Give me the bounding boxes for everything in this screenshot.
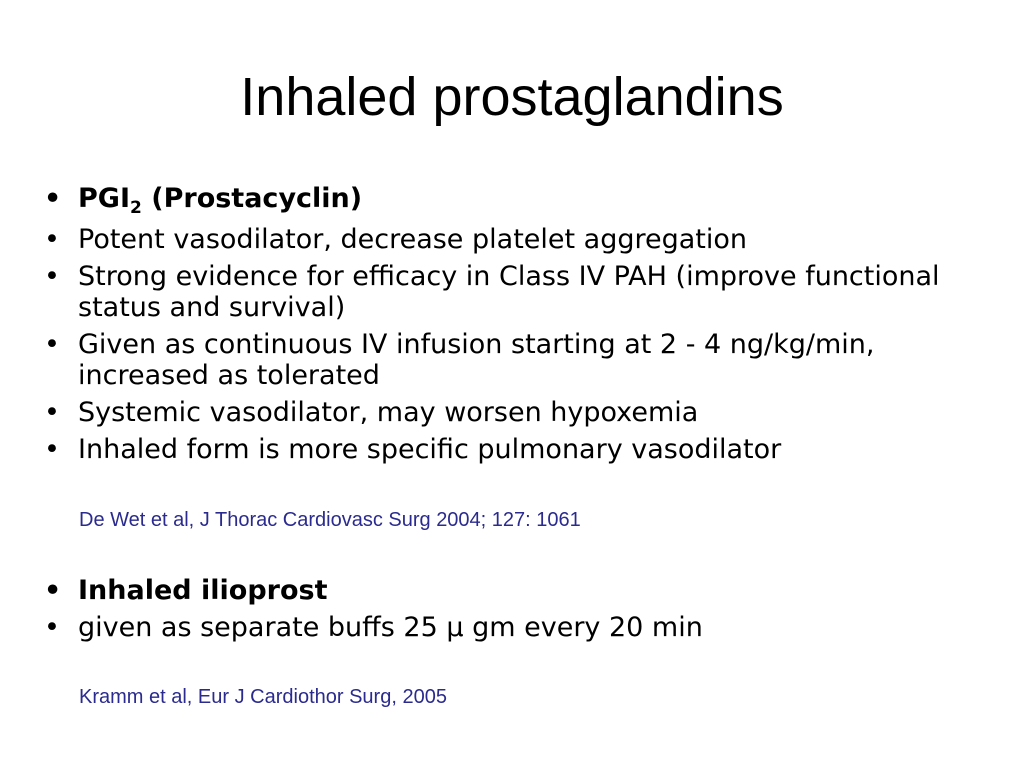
bullet-item-infusion: • Given as continuous IV infusion starting at 2 - 4 ng/kg/min, increased as tolerated: [44, 329, 984, 391]
bullet-item-vasodilator: • Potent vasodilator, decrease platelet aggregation: [44, 224, 984, 255]
pgi-text: PGI: [78, 183, 130, 214]
bullet-item-systemic: • Systemic vasodilator, may worsen hypoxemia: [44, 397, 984, 428]
bullet-list-iloprost: [44, 575, 984, 649]
pgi-subscript: 2: [130, 198, 142, 218]
bullet-item-efficacy: • Strong evidence for efficacy in Class IV PAH (improve functional status and survival): [44, 261, 984, 323]
bullet-item-inhaled-ilioprost: • Inhaled ilioprost: [44, 575, 984, 606]
pgi-rest-text: (Prostacyclin): [141, 183, 363, 214]
bullet-list-prostacyclin: [44, 183, 984, 471]
reference-citation-2: Kramm et al, Eur J Cardiothor Surg, 2005: [79, 686, 447, 708]
reference-citation-1: De Wet et al, J Thorac Cardiovasc Surg 2004; 127: 1061: [79, 509, 581, 531]
bullet-item-inhaled-form: • Inhaled form is more specific pulmonary vasodilator: [44, 434, 984, 465]
bullet-item-pgi2: [44, 183, 984, 218]
slide-title: Inhaled prostaglandins: [240, 67, 784, 127]
bullet-item-dosing: • given as separate buffs 25 µ gm every 20 min: [44, 612, 984, 643]
